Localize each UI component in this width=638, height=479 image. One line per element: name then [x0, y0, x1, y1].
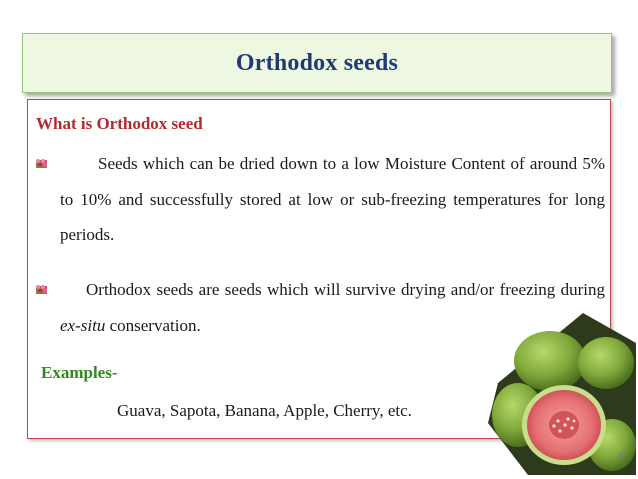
examples-label: Examples- [41, 363, 118, 382]
section-heading: What is Orthodox seed [36, 114, 203, 133]
paragraph-1 [60, 146, 605, 253]
paragraph-1-text: Seeds which can be dried down to a low Moisture Content of around 5% to 10% and successfully stored at low or sub-freezing temperatures for long periods. [60, 154, 605, 244]
paragraph-2-text-after: conservation. [105, 315, 201, 335]
flower-bullet-icon [35, 284, 48, 295]
guava-fruits-image [488, 313, 636, 475]
flower-bullet-icon [35, 158, 48, 169]
paragraph-2-text-before: Orthodox seeds are seeds which will survive drying and/or freezing during [86, 280, 605, 299]
slide-title-box [22, 33, 612, 93]
page-number: 9 [618, 452, 624, 463]
examples-text: Guava, Sapota, Banana, Apple, Cherry, etc. [117, 401, 412, 420]
paragraph-2-italic: ex-situ [60, 315, 106, 335]
slide-title: Orthodox seeds [235, 49, 399, 76]
